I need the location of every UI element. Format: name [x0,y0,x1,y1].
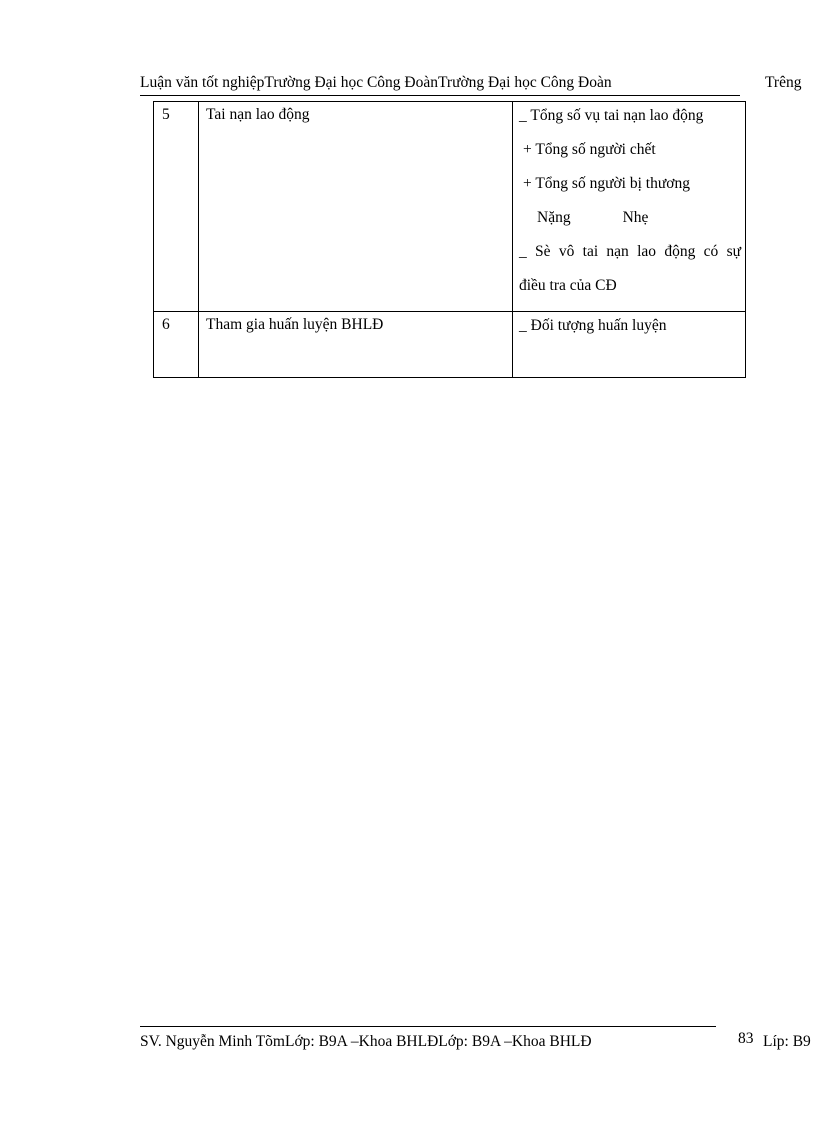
indicator-table [153,101,746,378]
row-indicators [513,312,746,378]
row-number: 6 [154,312,199,378]
row-item: Tham gia huấn luyện BHLĐ [199,312,513,378]
severity-light: Nhẹ [622,209,649,226]
page-header-right: Trêng [765,74,802,91]
severity-heavy: Nặng [537,209,571,226]
page-number: 83 [738,1030,754,1047]
indicator-line: điều tra của CĐ [519,277,617,294]
page-header: Luận văn tốt nghiệpTrường Đại học Công ĐoànTrường Đại học Công Đoàn [140,74,612,91]
page-footer: SV. Nguyễn Minh TõmLớp: B9A –Khoa BHLĐLớp: B9A –Khoa BHLĐ [140,1033,592,1050]
table-row [154,102,746,312]
footer-rule [140,1026,716,1027]
table-row [154,312,746,378]
page-footer-right: Líp: B9 [763,1033,811,1050]
row-item: Tai nạn lao động [199,102,513,312]
row-number: 5 [154,102,199,312]
indicator-line-severity [519,204,741,238]
header-rule [140,95,740,96]
row-indicators [513,102,746,312]
indicator-line: _ Tổng số vụ tai nạn lao động [519,107,704,124]
indicator-line: _ Sè vô tai nạn lao động có sự [519,243,741,260]
indicator-line: + Tổng số người bị thương [523,175,690,192]
indicator-line: _ Đối tượng huấn luyện [519,317,667,334]
indicator-line: + Tổng số người chết [523,141,656,158]
